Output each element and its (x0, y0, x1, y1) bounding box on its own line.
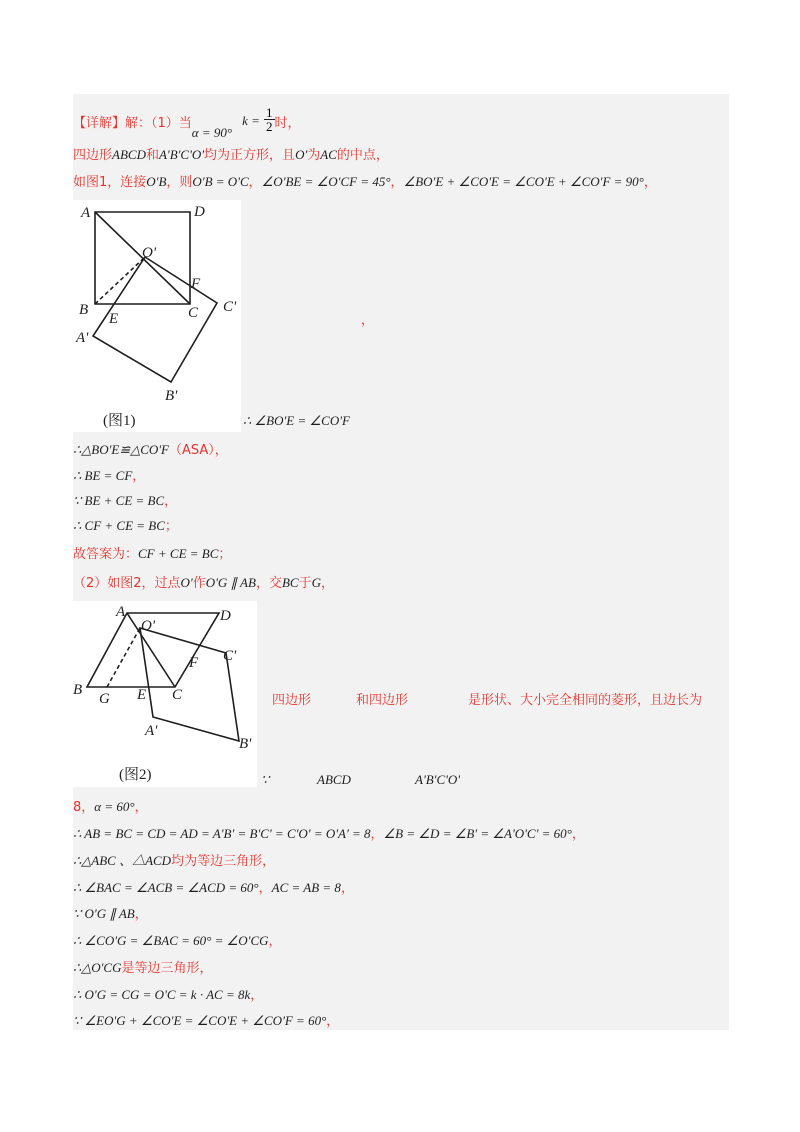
step-congruent: ∴△BO'E≌△CO'F（ASA）， (73, 442, 228, 458)
fig1-label-a-prime: A' (76, 330, 89, 346)
line-connect: 如图1，连接O'B，则O'B = O'C，∠O'BE = ∠O'CF = 45°，∠BO'E + ∠CO'E = ∠CO'E + ∠CO'F = 90°， (73, 174, 657, 190)
fig1-label-c: C (188, 305, 199, 321)
fig1-label-e: E (109, 311, 119, 327)
figure-1 (73, 200, 241, 432)
step-equal-sides: ∴ AB = BC = CD = AD = A'B' = B'C' = C'O' = O'A' = 8，∠B = ∠D = ∠B' = ∠A'O'C' = 60°， (73, 826, 585, 842)
fig1-label-a: A (81, 205, 91, 221)
fig1-comma: ， (361, 313, 375, 328)
fig1-label-o: O' (142, 245, 157, 261)
fig2-label-b: B (73, 682, 83, 698)
alpha-value: α = 90° (191, 125, 233, 140)
step-angles: ∴ ∠BAC = ∠ACB = ∠ACD = 60°，AC = AB = 8， (73, 880, 354, 896)
fig2-side-m2: A'B'C'O' (415, 772, 461, 787)
dashed-og (107, 628, 140, 687)
answer-line: 故答案为：CF + CE = BC； (73, 546, 232, 562)
fig2-label-a: A (116, 604, 126, 620)
fig2-side-m1: ABCD (317, 772, 351, 787)
step-angle-cog: ∴ ∠CO'G = ∠BAC = 60° = ∠O'CG， (73, 933, 282, 949)
step-be-cf: ∴ BE = CF， (73, 468, 146, 484)
detail-tag: 【详解】 (73, 116, 126, 131)
fig2-side-t2: 和四边形 (356, 693, 409, 708)
step-parallel: ∵ O'G ∥ AB， (73, 906, 148, 922)
fig2-caption: (图2) (119, 767, 152, 783)
fig2-side-t1: 四边形 (272, 693, 312, 708)
step-sum: ∵ BE + CE = BC， (73, 493, 178, 509)
figure-2-diagram (73, 601, 257, 787)
step-og-length: ∴ O'G = CG = O'C = k · AC = 8k， (73, 987, 264, 1003)
fig2-label-b-prime: B' (239, 736, 252, 752)
line-squares: 四边形ABCD和A'B'C'O'均为正方形，且O'为AC的中点， (73, 147, 389, 163)
k-equals: k = (242, 113, 260, 128)
step-side-8: 8，α = 60°， (73, 799, 148, 815)
figure-1-diagram (73, 200, 241, 432)
fig2-label-e: E (137, 687, 147, 703)
fig1-therefore: ∴ ∠BO'E = ∠CO'F (243, 413, 350, 428)
step-equilateral: ∴△ABC 、△ACD均为等边三角形， (73, 853, 276, 869)
dashed-ob (95, 257, 145, 304)
k-fraction: $\frac{1}{2}$ (266, 105, 273, 134)
figure-2 (73, 601, 257, 787)
fig2-label-a-prime: A' (145, 723, 158, 739)
fig2-side-t3: 是形状、大小完全相同的菱形，且边长为 (468, 693, 703, 708)
fig1-label-b-prime: B' (165, 388, 178, 404)
solution-header: 【详解】解：（1）当α = 90°k = $\frac{1}{2}$ 时， (73, 105, 301, 140)
fig2-label-c-prime: C' (223, 648, 237, 664)
fig1-label-c-prime: C' (223, 299, 237, 315)
fig2-label-o: O' (141, 618, 156, 634)
step-angle-sum: ∵ ∠EO'G + ∠CO'E = ∠CO'E + ∠CO'F = 60°， (73, 1013, 340, 1029)
step-ocg-equilateral: ∴△O'CG是等边三角形， (73, 960, 213, 976)
fig2-label-f: F (189, 655, 199, 671)
part1-intro: 解：（1）当 (125, 116, 192, 131)
fig1-caption: (图1) (103, 413, 136, 429)
fig1-label-d: D (194, 204, 205, 220)
fig2-because: ∵ (261, 772, 270, 787)
fig2-label-c: C (172, 687, 183, 703)
part2-intro: （2）如图2，过点O'作O'G ∥ AB，交BC于G， (73, 575, 335, 591)
fig2-label-g: G (99, 691, 110, 707)
fig2-label-d: D (220, 608, 231, 624)
step-result: ∴ CF + CE = BC； (73, 518, 178, 534)
fig1-label-b: B (79, 302, 89, 318)
fig1-label-f: F (191, 276, 201, 292)
